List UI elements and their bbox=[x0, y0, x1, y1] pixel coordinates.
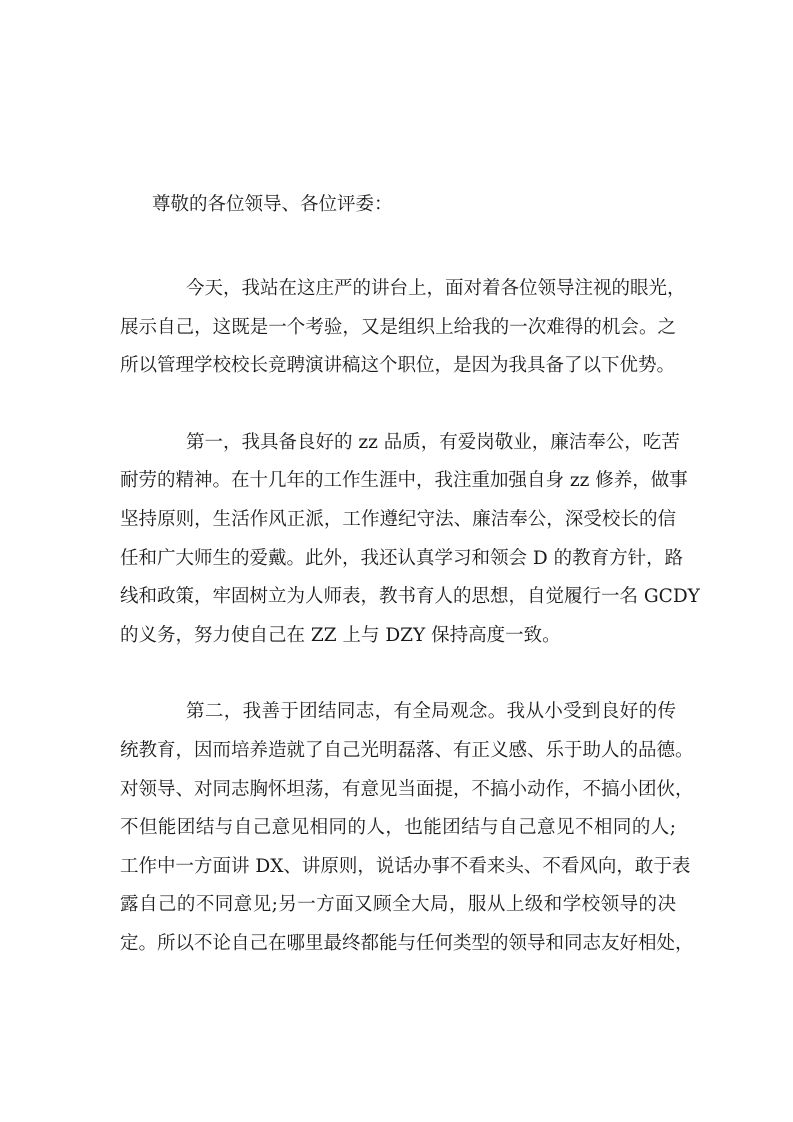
paragraph-spacer bbox=[120, 386, 676, 424]
text-line: 第一，我具备良好的 zz 品质，有爱岗敬业，廉洁奉公，吃苦 bbox=[186, 431, 680, 453]
text-line: 工作中一方面讲 DX、讲原则，说话办事不看来头、不看风向，敢于表 bbox=[120, 855, 691, 877]
paragraph-intro bbox=[120, 270, 686, 386]
salutation: 尊敬的各位领导、各位评委： bbox=[152, 194, 393, 215]
text-line: 今天，我站在这庄严的讲台上，面对着各位领导注视的眼光， bbox=[186, 278, 686, 299]
paragraph-second-point bbox=[120, 693, 694, 963]
text-line: 的义务，努力使自己在 ZZ 上与 DZY 保持高度一致。 bbox=[120, 624, 561, 646]
text-line: 线和政策，牢固树立为人师表，教书育人的思想，自觉履行一名 GCDY bbox=[120, 586, 700, 608]
paragraph-spacer bbox=[120, 224, 676, 270]
document-page bbox=[120, 186, 700, 964]
text-line: 任和广大师生的爱戴。此外，我还认真学习和领会 D 的教育方针，路 bbox=[120, 547, 684, 569]
text-line: 展示自己，这既是一个考验，又是组织上给我的一次难得的机会。之 bbox=[120, 316, 676, 338]
text-line: 所以管理学校校长竞聘演讲稿这个职位，是因为我具备了以下优势。 bbox=[120, 355, 676, 377]
paragraph-spacer bbox=[120, 655, 676, 693]
text-line: 不但能团结与自己意见相同的人，也能团结与自己意见不相同的人; bbox=[120, 817, 676, 839]
paragraph-first-point bbox=[120, 424, 700, 656]
text-line: 第二，我善于团结同志，有全局观念。我从小受到良好的传 bbox=[186, 701, 676, 723]
text-line: 统教育，因而培养造就了自己光明磊落、有正义感、乐于助人的品德。 bbox=[120, 739, 694, 761]
text-line: 坚持原则，生活作风正派，工作遵纪守法、廉洁奉公，深受校长的信 bbox=[120, 508, 676, 530]
text-line: 定。所以不论自己在哪里最终都能与任何类型的领导和同志友好相处， bbox=[120, 932, 694, 954]
text-line: 耐劳的精神。在十几年的工作生涯中，我注重加强自身 zz 修养，做事 bbox=[120, 470, 688, 492]
text-line: 对领导、对同志胸怀坦荡，有意见当面提，不搞小动作，不搞小团伙， bbox=[120, 778, 694, 800]
text-line: 露自己的不同意见;另一方面又顾全大局，服从上级和学校领导的决 bbox=[120, 894, 676, 916]
